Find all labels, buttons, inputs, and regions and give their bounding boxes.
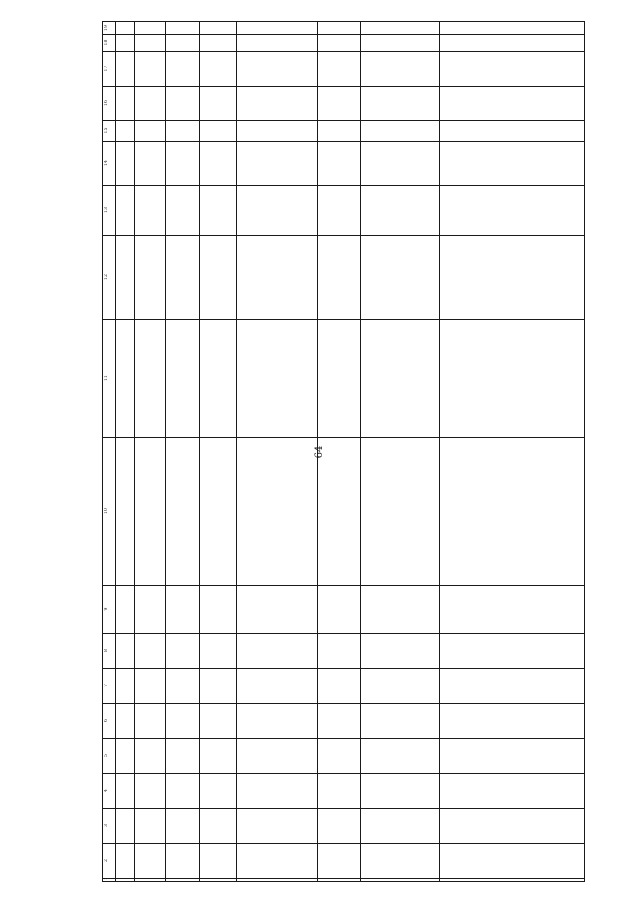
column-separator: [103, 235, 584, 236]
column-number: 5: [104, 754, 109, 757]
column-number: 19: [104, 25, 109, 31]
column-number: 11: [104, 375, 109, 381]
column-number: 12: [104, 274, 109, 280]
column-separator: [103, 51, 584, 52]
column-number: 18: [104, 39, 109, 46]
header-separator: [115, 22, 116, 881]
column-number: 9: [104, 607, 109, 611]
page-number: 64: [314, 445, 325, 459]
column-separator: [103, 34, 584, 35]
column-number: 16: [104, 100, 109, 106]
column-separator: [103, 120, 584, 121]
column-separator: [103, 141, 584, 142]
row-separator: [134, 22, 135, 881]
row-separator: [439, 22, 440, 881]
column-separator: [103, 668, 584, 669]
column-separator: [103, 437, 584, 438]
document-table: [102, 21, 585, 882]
column-number: 15: [104, 127, 109, 134]
column-separator: [103, 808, 584, 809]
column-separator: [103, 773, 584, 774]
column-separator: [103, 703, 584, 704]
column-number: 8: [104, 649, 109, 652]
column-separator: [103, 878, 584, 879]
column-number: 6: [104, 719, 109, 722]
column-separator: [103, 738, 584, 739]
column-number: 3: [104, 824, 109, 827]
column-separator: [103, 843, 584, 844]
column-number: 2: [104, 859, 109, 862]
row-separator: [236, 22, 237, 881]
column-number: 14: [104, 160, 109, 166]
column-separator: [103, 185, 584, 186]
column-number: [104, 879, 114, 880]
column-separator: [103, 319, 584, 320]
column-separator: [103, 633, 584, 634]
column-number: 10: [104, 508, 109, 514]
column-number: 13: [104, 207, 109, 213]
column-number: 4: [104, 789, 109, 792]
column-number: 7: [104, 684, 109, 687]
row-separator: [199, 22, 200, 881]
row-separator: [165, 22, 166, 881]
row-separator: [360, 22, 361, 881]
row-separator: [317, 22, 318, 881]
column-number: 17: [104, 65, 109, 72]
column-separator: [103, 86, 584, 87]
column-separator: [103, 585, 584, 586]
